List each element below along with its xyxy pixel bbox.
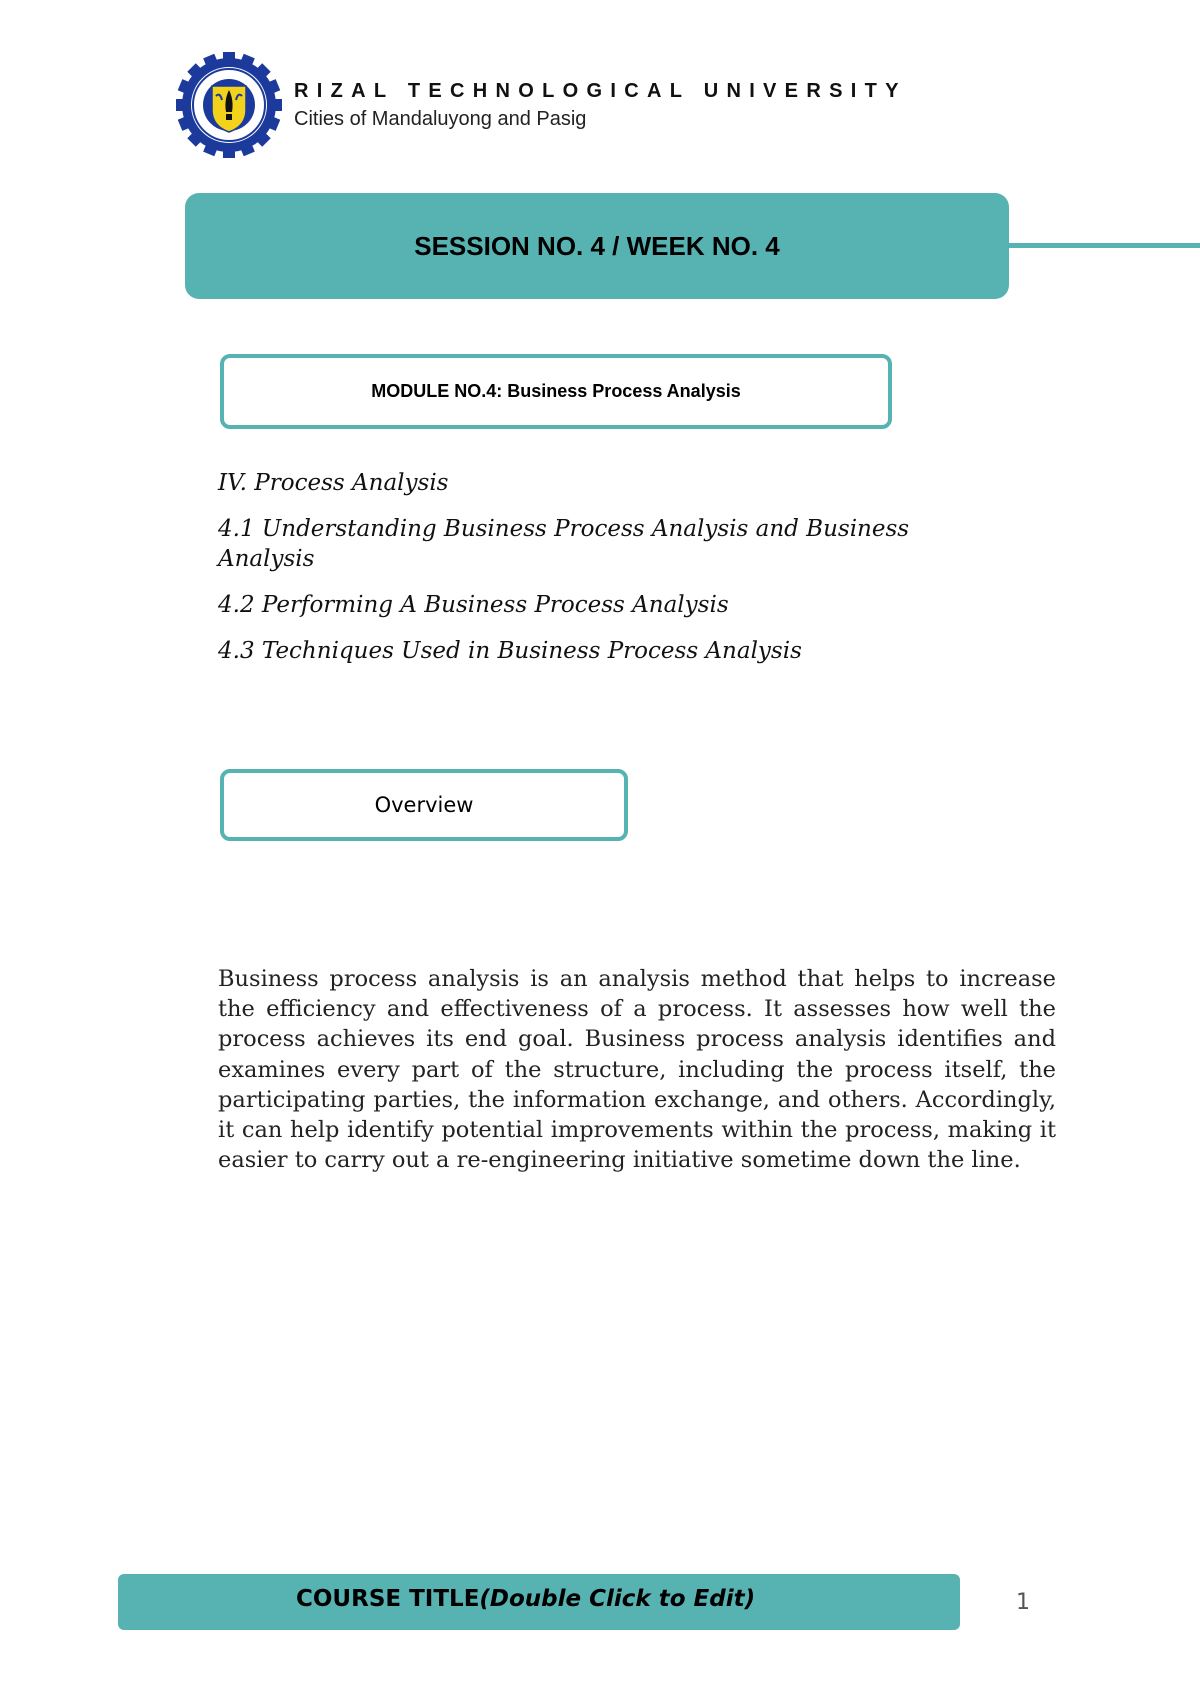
overview-heading: Overview [374, 793, 474, 817]
topic-item: IV. Process Analysis [218, 470, 449, 496]
module-title-box [220, 354, 892, 429]
course-title-edit-hint: (Double Click to Edit) [479, 1586, 756, 1612]
topic-list [218, 468, 978, 682]
university-subtitle: Cities of Mandaluyong and Pasig [294, 108, 587, 130]
module-title: MODULE NO.4: Business Process Analysis [371, 381, 741, 401]
topic-item: 4.2 Performing A Business Process Analysis [218, 592, 729, 618]
session-banner [185, 193, 1009, 299]
topic-item: 4.3 Techniques Used in Business Process Analysis [218, 638, 802, 664]
university-seal-icon [176, 52, 282, 158]
session-banner-connector [1009, 243, 1200, 248]
overview-heading-box [220, 769, 628, 841]
university-name: RIZAL TECHNOLOGICAL UNIVERSITY [294, 80, 907, 102]
course-title-footer[interactable] [118, 1574, 960, 1630]
session-banner-text: SESSION NO. 4 / WEEK NO. 4 [414, 230, 780, 261]
overview-paragraph: Business process analysis is an analysis method that helps to increase the efficiency and effectiveness of a process. It assesses how well the process achieves its end goal. Business process analysis identifies and examines every part of the structure, including the process itself, the participating parties, the information exchange, and others. Accordingly, it can help identify potential improvements within the process, making it easier to carry out a re-engineering initiative sometime down the line. [218, 966, 1056, 1174]
page-number: 1 [1016, 1590, 1030, 1615]
course-title-label: COURSE TITLE [296, 1586, 480, 1612]
topic-item: 4.1 Understanding Business Process Analysis and Business Analysis [218, 516, 910, 572]
